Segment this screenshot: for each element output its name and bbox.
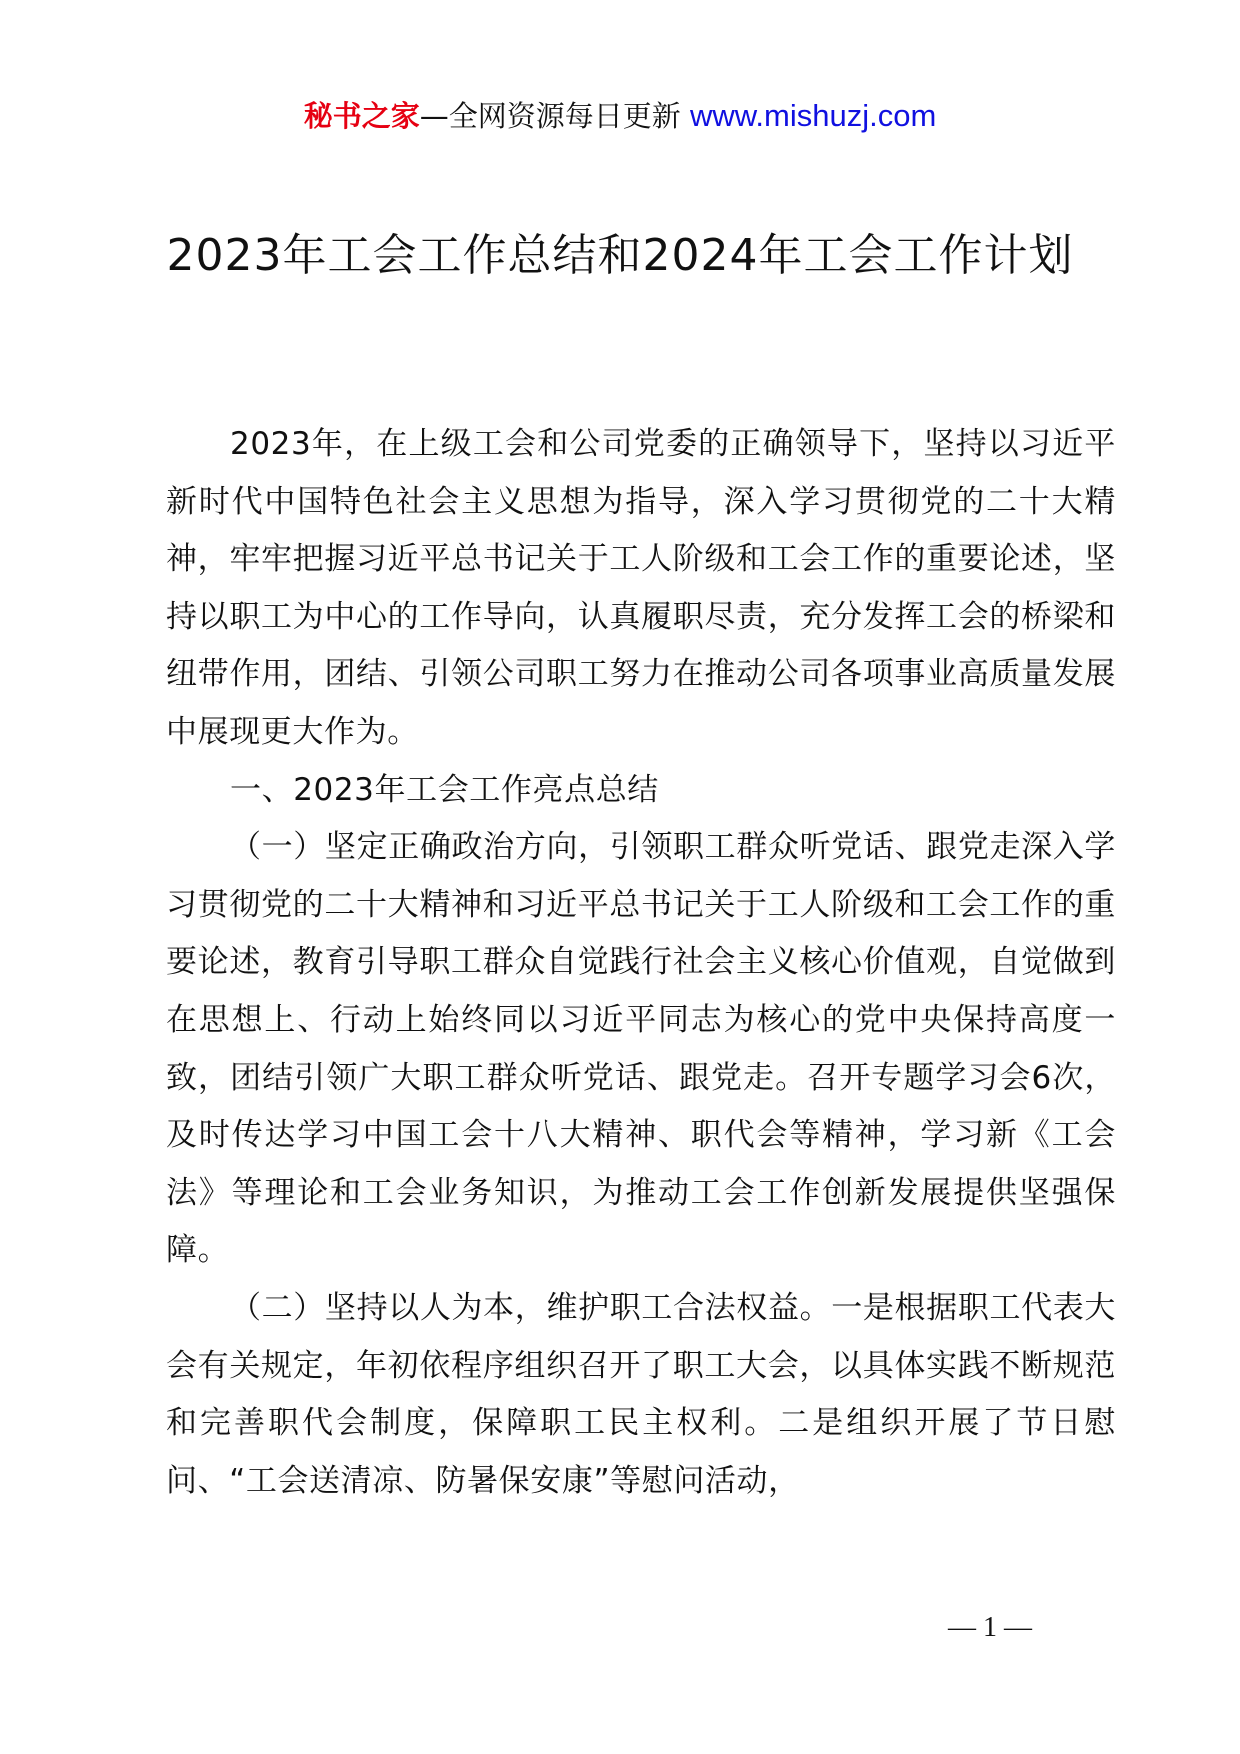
- subsection-paragraph-2: （二）坚持以人为本，维护职工合法权益。一是根据职工代表大会有关规定，年初依程序组织召开了职工大会，以具体实践不断规范和完善职代会制度，保障职工民主权利。二是组织开展了节日慰问、“工会送清凉、防暑保安康”等慰问活动，: [166, 1289, 1116, 1499]
- subsection-paragraph-1: （一）坚定正确政治方向，引领职工群众听党话、跟党走深入学习贯彻党的二十大精神和习近平总书记关于工人阶级和工会工作的重要论述，教育引导职工群众自觉践行社会主义核心价值观，自觉做到在思想上、行动上始终同以习近平同志为核心的党中央保持高度一致，团结引领广大职工群众听党话、跟党走。召开专题学习会6次，及时传达学习中国工会十八大精神、职代会等精神，学习新《工会法》等理论和工会业务知识，为推动工会工作创新发展提供坚强保障。: [166, 829, 1116, 1269]
- document-body: [166, 416, 1116, 1510]
- intro-paragraph: 2023年，在上级工会和公司党委的正确领导下，坚持以习近平新时代中国特色社会主义思想为指导，深入学习贯彻党的二十大精神，牢牢把握习近平总书记关于工人阶级和工会工作的重要论述，坚持以职工为中心的工作导向，认真履职尽责，充分发挥工会的桥梁和纽带作用，团结、引领公司职工努力在推动公司各项事业高质量发展中展现更大作为。: [166, 426, 1116, 750]
- section-heading: 一、2023年工会工作亮点总结: [230, 771, 659, 808]
- site-url-link[interactable]: www.mishuzj.com: [689, 98, 937, 133]
- document-title: 2023年工会工作总结和2024年工会工作计划: [166, 230, 1074, 281]
- page-number: — 1 —: [948, 1612, 1032, 1643]
- site-banner: [0, 96, 1240, 136]
- brand-name: 秘书之家: [303, 99, 420, 133]
- banner-tagline: —全网资源每日更新: [419, 99, 681, 133]
